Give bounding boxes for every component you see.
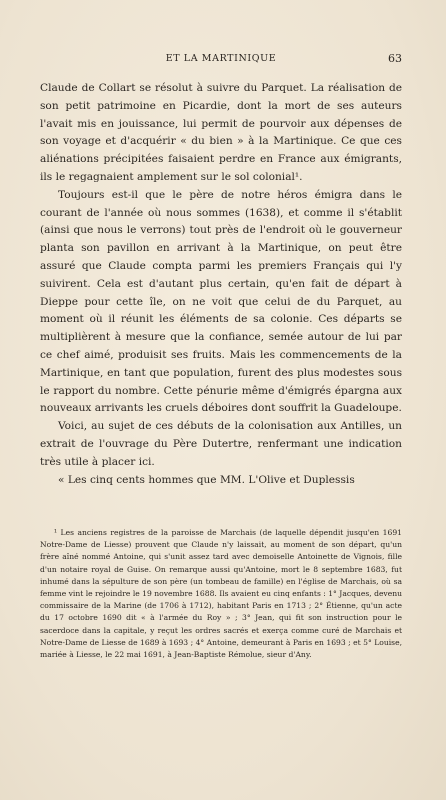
- running-head: [40, 53, 402, 67]
- footnote-text: Les anciens registres de la paroisse de Marchais (de laquelle dépendit jusqu'en 1691 Notre-Dame de Liesse) prouvent que Claude n'y laissait, au moment de son départ, qu'un frère aîné nommé Antoine, qui s'unit assez tard avec demoiselle Antoinette de Vignois, fille d'un notaire royal de Guise. On remarque aussi qu'Antoine, mort le 8 septembre 1683, fut inhumé dans la sépulture de son père (un tombeau de famille) en l'église de Marchais, où sa femme vint le rejoindre le 19 novembre 1688. Ils avaient eu cinq enfants : 1° Jacques, devenu commissaire de la Marine (de 1706 à 1712), habitant Paris en 1713 ; 2° Étienne, qu'un acte du 17 octobre 1690 dit « à l'armée du Roy » ; 3° Jean, qui fit son instruction pour le sacerdoce dans la capitale, y reçut les ordres sacrés et exerça comme curé de Marchais et Notre-Dame de Liesse de 1689 à 1693 ; 4° Antoine, demeurant à Paris en 1693 ; et 5° Louise, mariée à Liesse, le 22 mai 1691, à Jean-Baptiste Rémolue, sieur d'Any.: [40, 528, 402, 660]
- footnotes: [40, 527, 402, 661]
- paragraph-quote-start: « Les cinq cents hommes que MM. L'Olive et Duplessis: [58, 473, 355, 486]
- page-number: 63: [388, 52, 402, 65]
- paragraph: Voici, au sujet de ces débuts de la colonisation aux Antilles, un extrait de l'ouvrage du Père Dutertre, renfermant une indication très utile à placer ici.: [40, 420, 402, 468]
- running-title: ET LA MARTINIQUE: [165, 53, 277, 64]
- paragraph-continuation: Claude de Collart se résolut à suivre du Parquet. La réalisation de son petit patrimoine en Picardie, dont la mort de ses auteurs l'avait mis en jouissance, lui permit de pourvoir aux dépenses de son voyage et d'acquérir « du bien » à la Martinique. Ce que ces aliénations précipitées faisaient perdre en France aux émigrants, ils le regagnaient amplement sur le sol colonial¹.: [40, 82, 402, 183]
- footnote: [40, 527, 402, 661]
- body-text: [40, 80, 402, 489]
- footnote-marker: ¹: [54, 528, 58, 537]
- paragraph: Toujours est-il que le père de notre héros émigra dans le courant de l'année où nous sommes (1638), et comme il s'établit (ainsi que nous le verrons) tout près de l'endroit où le gouverneur planta son pavillon en arrivant à la Martinique, on peut être assuré que Claude compta parmi les premiers Français qui l'y suivirent. Cela est d'autant plus certain, qu'en fait de départ à Dieppe pour cette île, on ne voit que celui de du Parquet, au moment où il réunit les éléments de sa colonie. Ces départs se multiplièrent à mesure que la confiance, semée autour de lui par ce chef aimé, produisit ses fruits. Mais les commencements de la Martinique, en tant que population, furent des plus modestes sous le rapport du nombre. Cette pénurie même d'émigrés épargna aux nouveaux arrivants les cruels déboires dont souffrit la Guadeloupe.: [40, 188, 402, 415]
